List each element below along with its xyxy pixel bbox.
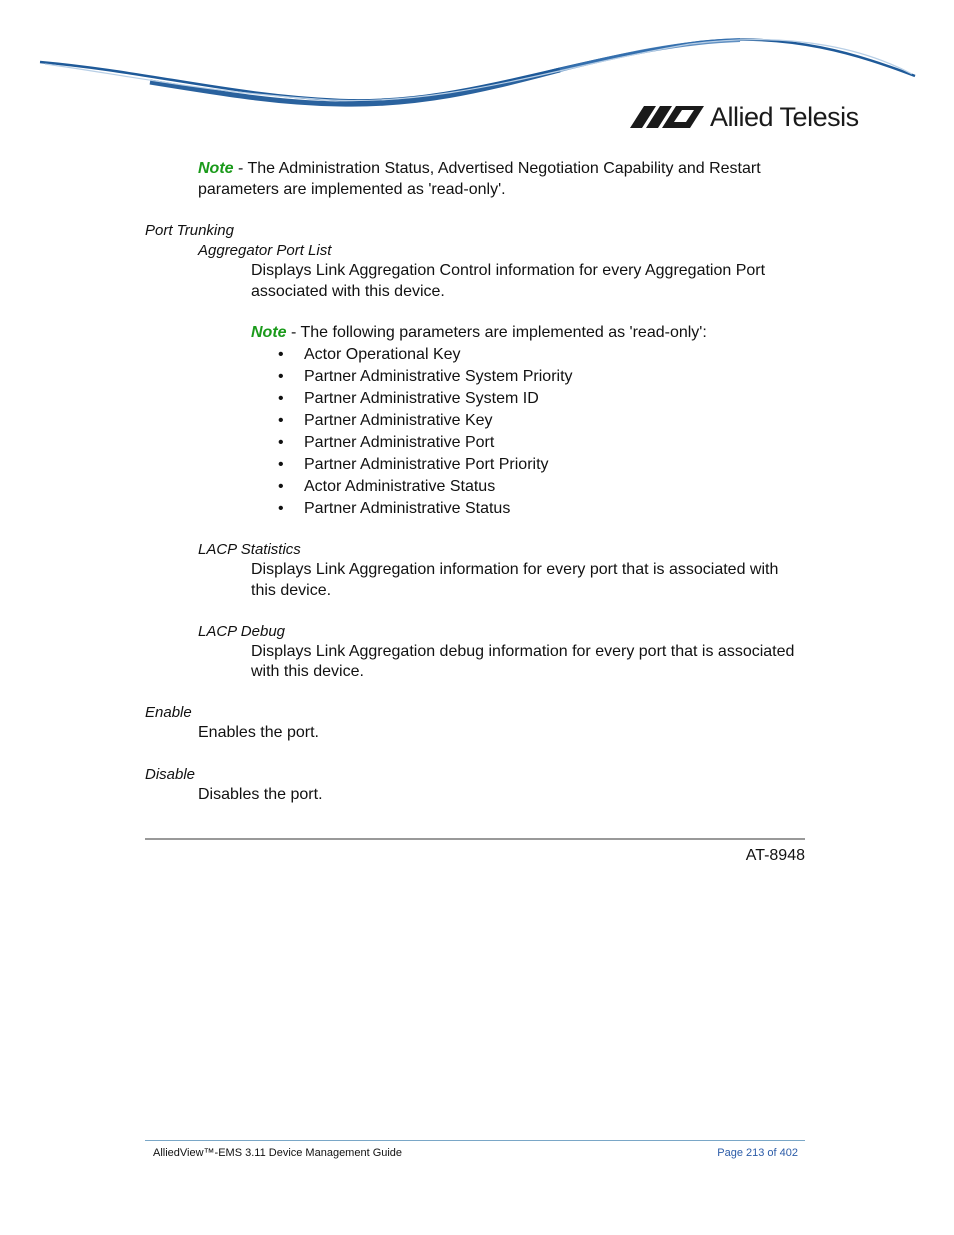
model-label: AT-8948 [745,847,805,864]
enable-description: Enables the port. [198,724,319,741]
footer-document-title: AlliedView™-EMS 3.11 Device Management Guide [153,1147,403,1159]
read-only-parameter-list [278,344,573,520]
subsection-heading-lacp-statistics: LACP Statistics [198,541,301,558]
list-item: • Actor Administrative Status [278,476,573,498]
lacp-statistics-description-line1: Displays Link Aggregation information for every port that is associated with [251,561,779,578]
list-item: • Partner Administrative Port [278,432,573,454]
list-item: • Partner Administrative System ID [278,388,573,410]
section-heading-port-trunking: Port Trunking [145,222,234,239]
lacp-debug-description-line2: with this device. [251,663,364,680]
note-label: Note [251,324,287,341]
brand-logo-mark-icon [630,106,706,128]
header-swoosh [0,0,954,115]
note-paragraph [198,158,761,179]
list-item: • Partner Administrative System Priority [278,366,573,388]
lacp-debug-description-line1: Displays Link Aggregation debug information for every port that is associated [251,643,795,660]
subsection-heading-lacp-debug: LACP Debug [198,623,285,640]
note-text-line1: - The Administration Status, Advertised Negotiation Capability and Restart [233,160,761,177]
brand-name: Allied Telesis [710,102,859,132]
note-text: - The following parameters are implemented as 'read-only': [286,324,707,341]
list-item: • Actor Operational Key [278,344,573,366]
lacp-statistics-description-line2: this device. [251,582,332,599]
subsection-heading-aggregator-port-list: Aggregator Port List [198,242,332,259]
list-item: • Partner Administrative Status [278,498,573,520]
section-divider [145,838,805,840]
aggregator-note [251,322,707,343]
brand-logo [630,100,870,134]
list-item: • Partner Administrative Key [278,410,573,432]
section-heading-disable: Disable [145,766,196,783]
note-text-line2: parameters are implemented as 'read-only'. [198,181,506,198]
section-heading-enable: Enable [145,704,192,721]
note-label: Note [198,160,234,177]
footer-divider [145,1140,805,1141]
footer-page-number: Page 213 of 402 [717,1147,798,1159]
disable-description: Disables the port. [198,786,323,803]
aggregator-description-line2: associated with this device. [251,283,445,300]
aggregator-description-line1: Displays Link Aggregation Control information for every Aggregation Port [251,262,766,279]
list-item: • Partner Administrative Port Priority [278,454,573,476]
